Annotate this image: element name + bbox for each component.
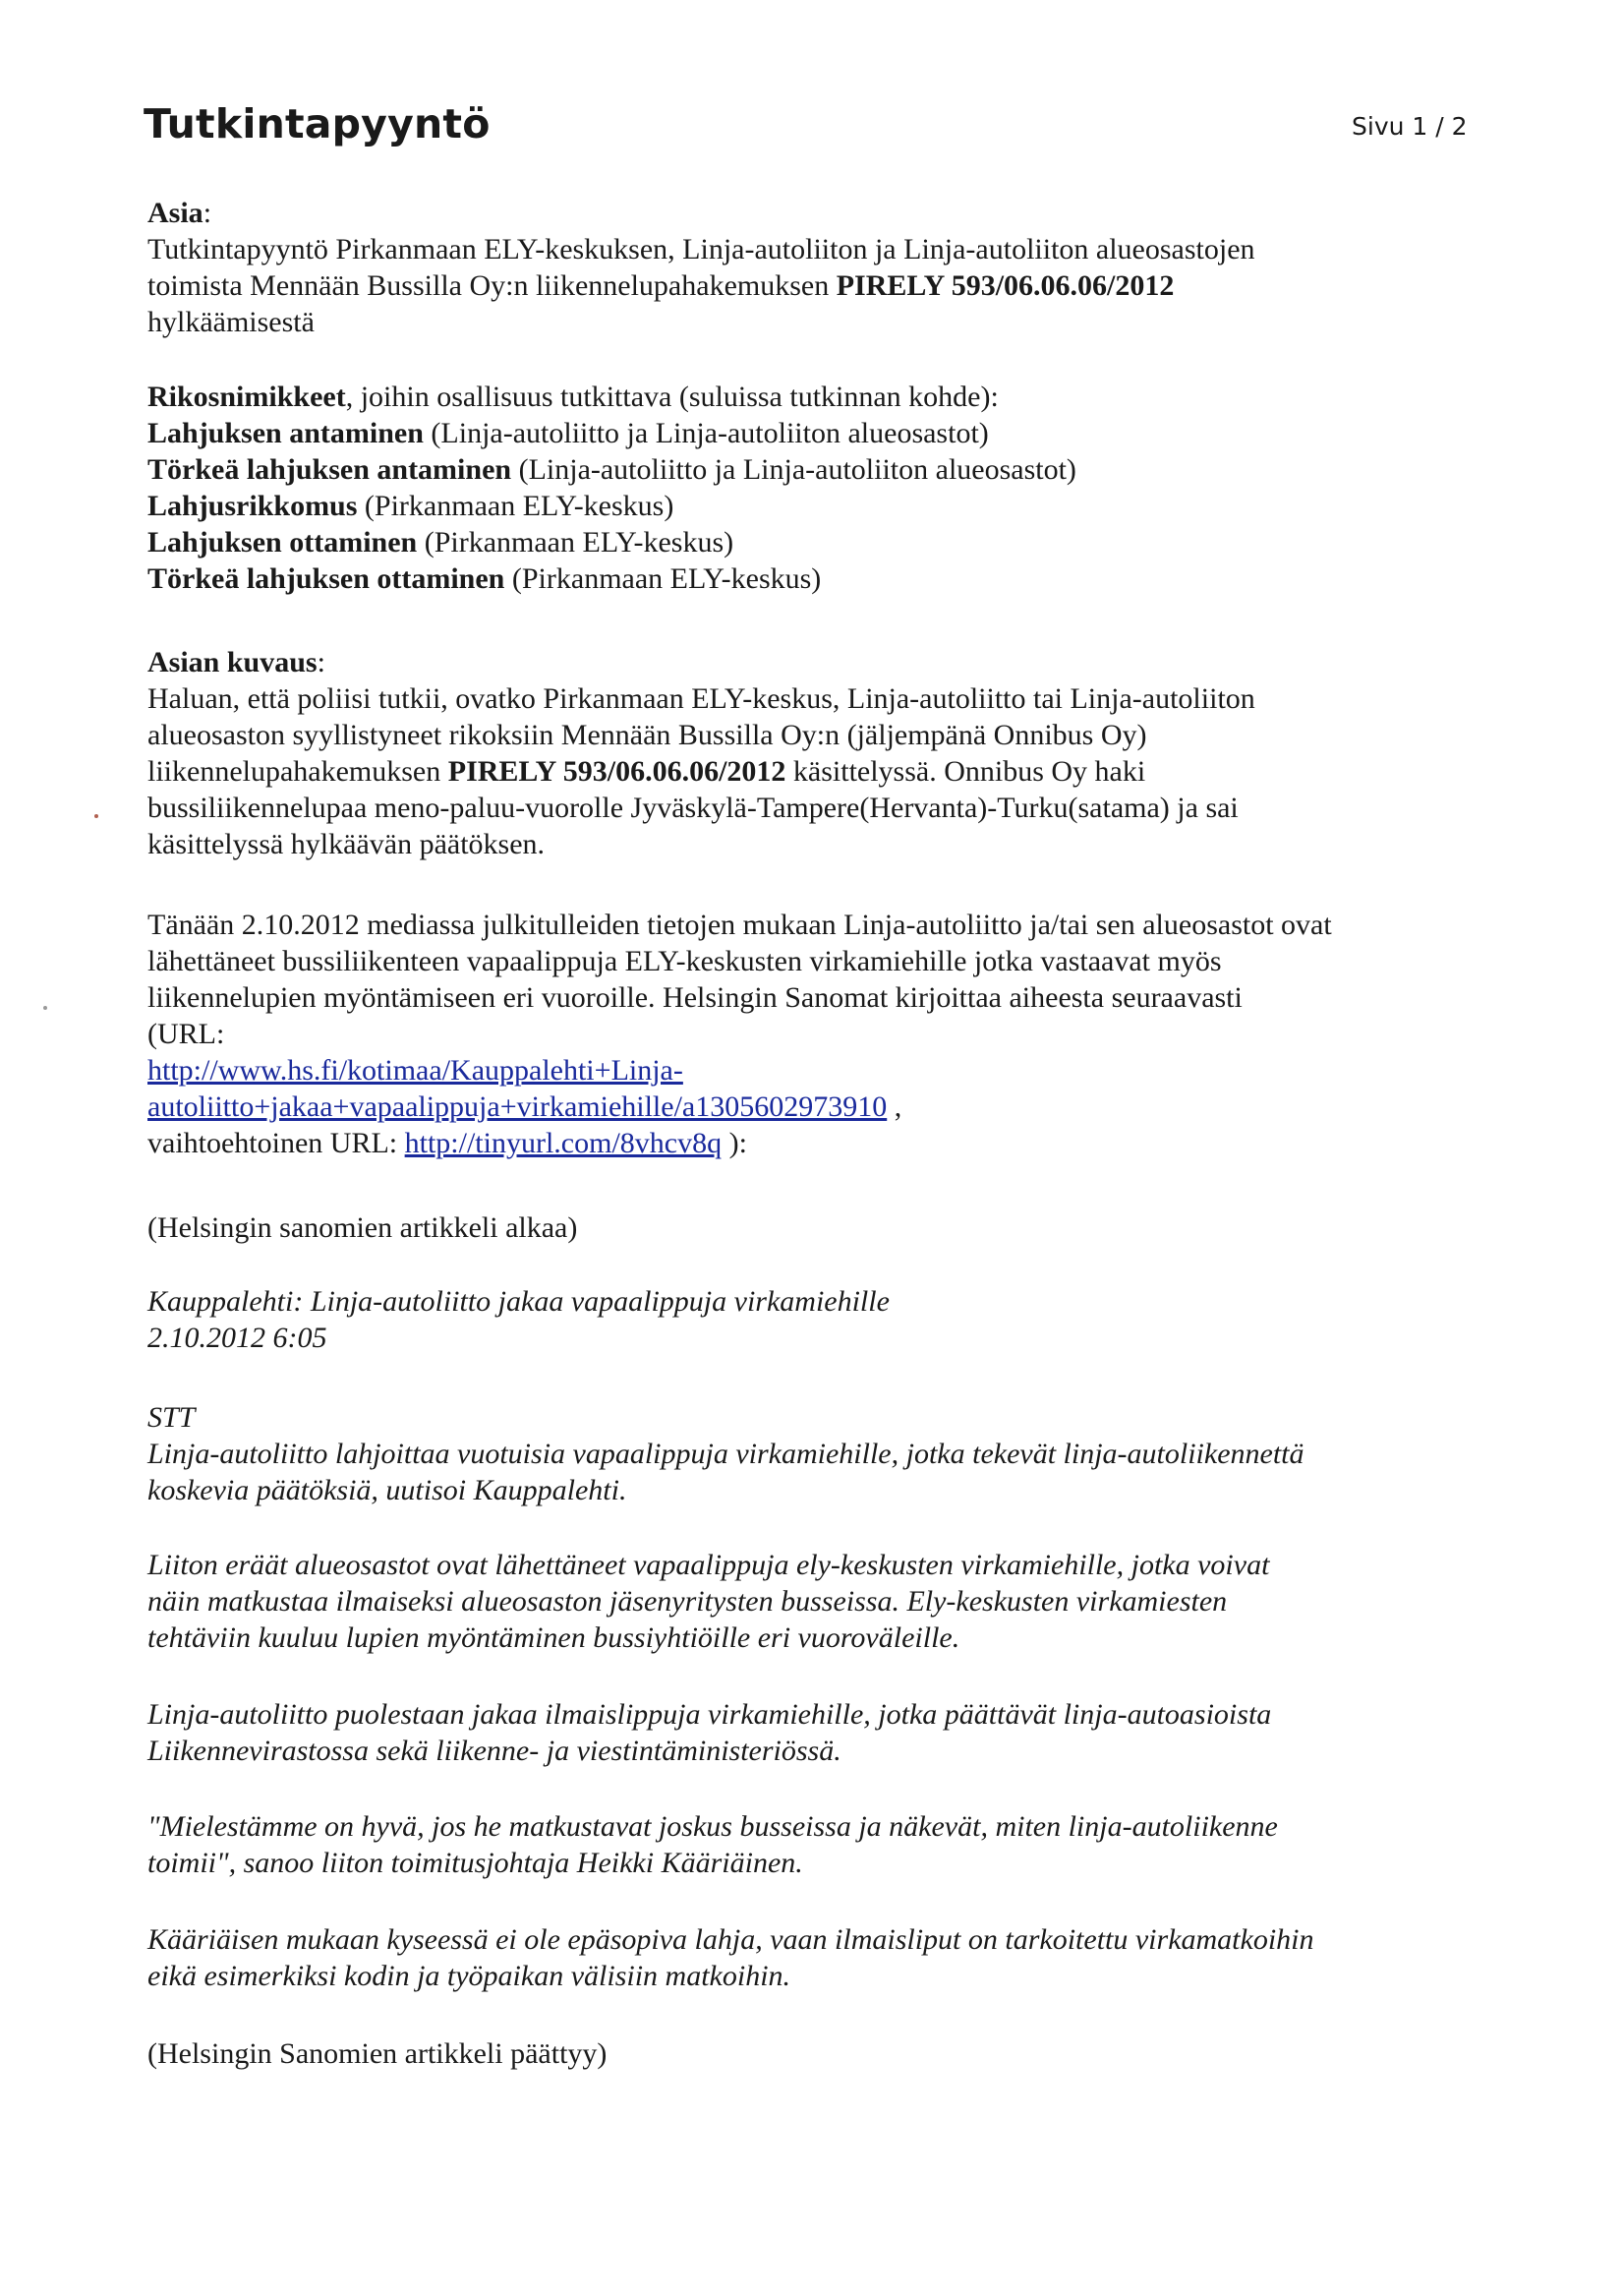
scan-speck bbox=[94, 814, 98, 818]
article-paragraph: Liikennevirastossa sekä liikenne- ja viestintäministeriössä. bbox=[147, 1735, 841, 1767]
article-header bbox=[147, 1283, 1504, 1356]
article-start-note: (Helsingin sanomien artikkeli alkaa) bbox=[147, 1211, 578, 1244]
offences-section: Rikosnimikkeet, joihin osallisuus tutkittava (suluissa tutkinnan kohde): Lahjuksen antaminen (Linja-autoliitto ja Linja-autoliiton alueosastot) Törkeä lahjuksen antaminen (Linja-autoliitto ja Linja-autoliiton alueosastot) Lahjusrikkomus (Pirkanmaan ELY-keskus) Lahjuksen ottaminen (Pirkanmaan ELY-keskus) Törkeä lahjuksen ottaminen (Pirkanmaan ELY-keskus) bbox=[147, 379, 1504, 597]
offences-heading: Rikosnimikkeet bbox=[147, 381, 346, 413]
alternative-link[interactable]: http://tinyurl.com/8vhcv8q bbox=[404, 1127, 723, 1159]
offence-item: Lahjusrikkomus (Pirkanmaan ELY-keskus) bbox=[147, 490, 674, 522]
media-section: Tänään 2.10.2012 mediassa julkitulleiden tietojen mukaan Linja-autoliitto ja/tai sen alueosastot ovat lähettäneet bussiliikenteen vapaalippuja ELY-keskusten virkamiehille jotka vastaavat myös liikennelupien myöntämiseen eri vuoroille. Helsingin Sanomat kirjoittaa aiheesta seuraavasti (URL: http://www.hs.fi/kotimaa/Kauppalehti+Linja- autoliitto+jakaa+vapaalippuja+virkamiehille/a1305602973910 , vaihtoehtoinen URL: http://tinyurl.com/8vhcv8q ): bbox=[147, 907, 1504, 1161]
article-paragraph: tehtäviin kuuluu lupien myöntäminen bussiyhtiöille eri vuoroväleille. bbox=[147, 1621, 960, 1654]
article-paragraph: eikä esimerkiksi kodin ja työpaikan välisiin matkoihin. bbox=[147, 1960, 791, 1992]
article-paragraph: toimii", sanoo liiton toimitusjohtaja Heikki Kääriäinen. bbox=[147, 1847, 803, 1879]
description-line: Tänään 2.10.2012 mediassa julkitulleiden tietojen mukaan Linja-autoliitto ja/tai sen alueosastot ovat bbox=[147, 909, 1332, 941]
subject-line: toimista Mennään Bussilla Oy:n liikennelupahakemuksen bbox=[147, 269, 837, 302]
article-end-note: (Helsingin Sanomien artikkeli päättyy) bbox=[147, 2037, 608, 2070]
description-section: Asian kuvaus: Haluan, että poliisi tutkii, ovatko Pirkanmaan ELY-keskus, Linja-autoliitto tai Linja-autoliiton alueosaston syyllistyneet rikoksiin Mennään Bussilla Oy:n (jäljempänä Onnibus Oy) liikennelupahakemuksen PIRELY 593/06.06.06/2012 käsittelyssä. Onnibus Oy haki bussiliikennelupaa meno-paluu-vuorolle Jyväskylä-Tampere(Hervanta)-Turku(satama) ja sai käsittelyssä hylkäävän päätöksen. bbox=[147, 644, 1504, 862]
description-line: (URL: bbox=[147, 1018, 225, 1050]
article-dateline: 2.10.2012 6:05 bbox=[147, 1322, 327, 1354]
article-paragraph: Linja-autoliitto puolestaan jakaa ilmaislippuja virkamiehille, jotka päättävät linja-autoasioista bbox=[147, 1698, 1272, 1731]
offence-item: Lahjuksen ottaminen (Pirkanmaan ELY-keskus) bbox=[147, 526, 734, 559]
description-heading: Asian kuvaus bbox=[147, 646, 318, 678]
subject-section: Asia: Tutkintapyyntö Pirkanmaan ELY-keskuksen, Linja-autoliiton ja Linja-autoliiton alueosastojen toimista Mennään Bussilla Oy:n liikennelupahakemuksen PIRELY 593/06.06.06/2012 hylkäämisestä bbox=[147, 195, 1504, 340]
description-line: bussiliikennelupaa meno-paluu-vuorolle Jyväskylä-Tampere(Hervanta)-Turku(satama) ja sai bbox=[147, 792, 1239, 824]
description-line: Haluan, että poliisi tutkii, ovatko Pirkanmaan ELY-keskus, Linja-autoliitto tai Linja-autoliiton bbox=[147, 682, 1255, 715]
scan-speck bbox=[43, 1006, 47, 1010]
description-line: lähettäneet bussiliikenteen vapaalippuja ELY-keskusten virkamiehille jotka vastaavat myös bbox=[147, 945, 1222, 977]
offence-item: Törkeä lahjuksen ottaminen (Pirkanmaan ELY-keskus) bbox=[147, 562, 822, 595]
description-line: alueosaston syyllistyneet rikoksiin Mennään Bussilla Oy:n (jäljempänä Onnibus Oy) bbox=[147, 719, 1147, 751]
subject-line: hylkäämisestä bbox=[147, 306, 315, 338]
article-paragraph: Kääriäisen mukaan kyseessä ei ole epäsopiva lahja, vaan ilmaisliput on tarkoitettu virkamatkoihin bbox=[147, 1923, 1314, 1956]
article-body bbox=[147, 1921, 1504, 1994]
article-link[interactable]: http://www.hs.fi/kotimaa/Kauppalehti+Linja- bbox=[147, 1054, 683, 1087]
article-body bbox=[147, 1696, 1504, 1769]
article-paragraph: koskevia päätöksiä, uutisoi Kauppalehti. bbox=[147, 1474, 627, 1506]
article-paragraph: Liiton eräät alueosastot ovat lähettäneet vapaalippuja ely-keskusten virkamiehille, jotka voivat bbox=[147, 1549, 1270, 1581]
subject-heading: Asia bbox=[147, 197, 203, 229]
article-headline: Kauppalehti: Linja-autoliitto jakaa vapaalippuja virkamiehille bbox=[147, 1285, 890, 1318]
offence-item: Törkeä lahjuksen antaminen (Linja-autoliitto ja Linja-autoliiton alueosastot) bbox=[147, 453, 1076, 486]
description-line: liikennelupien myöntämiseen eri vuoroille. Helsingin Sanomat kirjoittaa aiheesta seuraavasti bbox=[147, 981, 1243, 1014]
article-body bbox=[147, 1808, 1504, 1881]
article-body bbox=[147, 1547, 1504, 1656]
subject-line: Tutkintapyyntö Pirkanmaan ELY-keskuksen, Linja-autoliiton ja Linja-autoliiton alueosastojen bbox=[147, 233, 1255, 265]
case-reference: PIRELY 593/06.06.06/2012 bbox=[447, 755, 786, 788]
article-link[interactable]: autoliitto+jakaa+vapaalippuja+virkamiehille/a1305602973910 bbox=[147, 1090, 888, 1123]
article-paragraph: "Mielestämme on hyvä, jos he matkustavat joskus busseissa ja näkevät, miten linja-autoliikenne bbox=[147, 1810, 1278, 1843]
page-number: Sivu 1 / 2 bbox=[1352, 112, 1468, 141]
article-paragraph: näin matkustaa ilmaiseksi alueosaston jäsenyritysten busseissa. Ely-keskusten virkamiesten bbox=[147, 1585, 1228, 1618]
case-reference: PIRELY 593/06.06.06/2012 bbox=[836, 269, 1175, 302]
article-source: STT bbox=[147, 1401, 196, 1434]
offence-item: Lahjuksen antaminen (Linja-autoliitto ja Linja-autoliiton alueosastot) bbox=[147, 417, 989, 449]
description-line: käsittelyssä hylkäävän päätöksen. bbox=[147, 828, 546, 860]
article-paragraph: Linja-autoliitto lahjoittaa vuotuisia vapaalippuja virkamiehille, jotka tekevät linja-autoliikennettä bbox=[147, 1438, 1304, 1470]
page-title: Tutkintapyyntö bbox=[144, 100, 491, 147]
article-body bbox=[147, 1399, 1504, 1508]
